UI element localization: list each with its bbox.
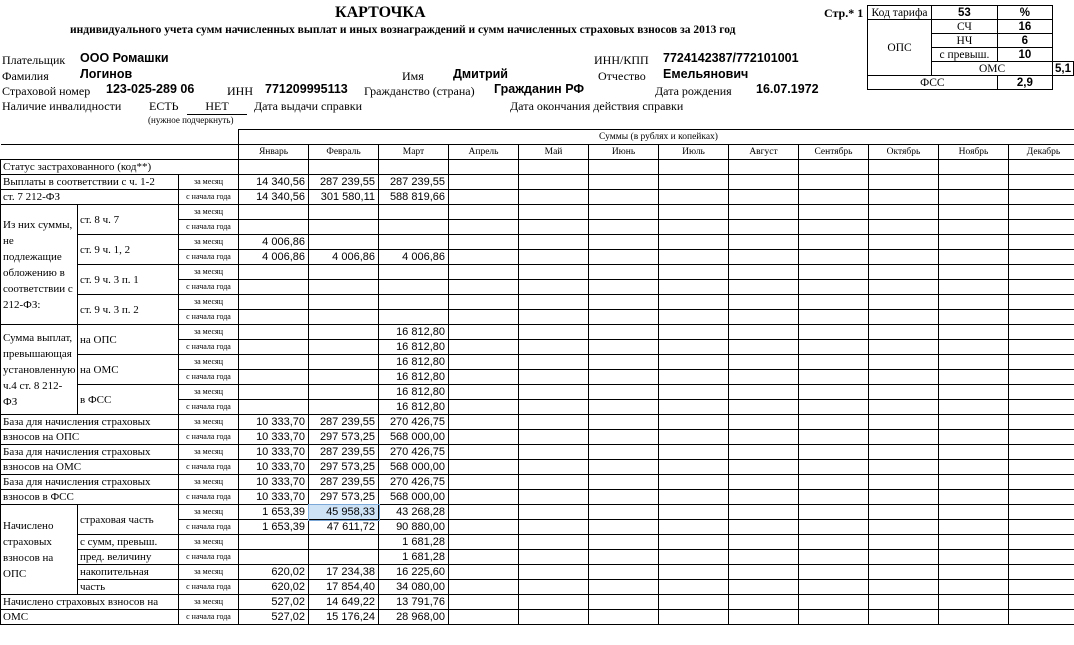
cell[interactable]: 16 812,80 — [379, 370, 449, 385]
table-row: с начала года 16 812,80 — [1, 400, 1074, 415]
page-title: КАРТОЧКА — [335, 4, 426, 21]
table-row: взносов на ОПС с начала года 10 333,70 297 573,25 568 000,00 — [1, 430, 1074, 445]
tariff-oms-label: ОМС — [932, 62, 1053, 76]
table-row: Начислено страховых взносов на ОПС страховая часть за месяц 1 653,39 45 958,33 43 268,28 — [1, 505, 1074, 520]
month-feb: Февраль — [309, 145, 379, 160]
art9-1-label: ст. 9 ч. 1, 2 — [78, 235, 179, 265]
cell[interactable]: 287 239,55 — [379, 175, 449, 190]
table-row: Сумма выплат, превышающая установленную ч.4 ст. 8 212-ФЗ на ОПС за месяц 16 812,80 — [1, 325, 1074, 340]
cell[interactable]: 16 812,80 — [379, 340, 449, 355]
table-row: Из них суммы, не подлежащие обложению в соответствии с 212-ФЗ: ст. 8 ч. 7 за месяц — [1, 205, 1074, 220]
birth-date-label: Дата рождения — [655, 84, 732, 98]
insurance-number-value[interactable]: 123-025-289 06 — [106, 82, 195, 96]
base-oms-label: База для начисления страховых — [1, 445, 179, 460]
month-oct: Октябрь — [869, 145, 939, 160]
month-dec: Декабрь — [1009, 145, 1074, 160]
funded-part-label: накопительная — [78, 565, 179, 580]
disability-label: Наличие инвалидности — [2, 99, 122, 113]
cell[interactable]: 4 006,86 — [239, 235, 309, 250]
tariff-excess-label: с превыш. — [932, 48, 998, 62]
table-row: на ОМС за месяц 16 812,80 — [1, 355, 1074, 370]
cell[interactable]: 14 340,56 — [239, 175, 309, 190]
insurance-part-label: страховая часть — [78, 505, 179, 535]
tariff-table — [867, 5, 1074, 90]
table-row: с начала года 16 812,80 — [1, 340, 1074, 355]
cell[interactable]: 4 006,86 — [379, 250, 449, 265]
sums-header: Суммы (в рублях и копейках) — [239, 130, 1074, 145]
excess-oms-label: на ОМС — [78, 355, 179, 385]
tariff-code-label: Код тарифа — [868, 6, 932, 20]
patronymic-value[interactable]: Емельянович — [663, 67, 749, 81]
table-row: взносов в ФСС с начала года 10 333,70 297 573,25 568 000,00 — [1, 490, 1074, 505]
disability-yes[interactable]: ЕСТЬ — [149, 99, 179, 113]
table-row: База для начисления страховых за месяц 10 333,70 287 239,55 270 426,75 — [1, 475, 1074, 490]
table-row: накопительная за месяц 620,02 17 234,38 16 225,60 — [1, 565, 1074, 580]
art9-3-2-label: ст. 9 ч. 3 п. 2 — [78, 295, 179, 325]
page-number: Стр.* 1 — [824, 6, 864, 20]
month-sep: Сентябрь — [799, 145, 869, 160]
cell[interactable]: 16 812,80 — [379, 325, 449, 340]
cell[interactable]: 16 812,80 — [379, 355, 449, 370]
table-row: с начала года — [1, 310, 1074, 325]
inn-kpp-label: ИНН/КПП — [594, 53, 649, 67]
month-apr: Апрель — [449, 145, 519, 160]
inn-label: ИНН — [227, 84, 253, 98]
name-label: Имя — [402, 69, 424, 83]
table-row: с начала года 1 653,39 47 611,72 90 880,00 — [1, 520, 1074, 535]
table-row: ОМС с начала года 527,02 15 176,24 28 968,00 — [1, 610, 1074, 625]
end-date-label: Дата окончания действия справки — [510, 99, 684, 113]
accrued-ops-label: Начислено страховых взносов на ОПС — [1, 505, 78, 595]
citizenship-value[interactable]: Гражданин РФ — [494, 82, 585, 96]
table-row: часть с начала года 620,02 17 854,40 34 080,00 — [1, 580, 1074, 595]
selected-cell[interactable]: 45 958,33 — [309, 505, 379, 520]
tariff-nch-label: НЧ — [932, 34, 998, 48]
excess-ops-label: на ОПС — [78, 325, 179, 355]
payments-label: Выплаты в соответствии с ч. 1-2 — [1, 175, 179, 190]
exempt-label: Из них суммы, не подлежащие обложению в соответствии с 212-ФЗ: — [1, 205, 78, 325]
patronymic-label: Отчество — [598, 69, 646, 83]
cell[interactable]: 4 006,86 — [309, 250, 379, 265]
underline-note: (нужное подчеркнуть) — [148, 115, 234, 125]
tariff-oms-value[interactable]: 5,1 — [1053, 62, 1074, 76]
insurance-number-label: Страховой номер — [2, 84, 91, 98]
base-fss-label: База для начисления страховых — [1, 475, 179, 490]
cell[interactable]: 14 340,56 — [239, 190, 309, 205]
table-row: с начала года 4 006,86 4 006,86 4 006,86 — [1, 250, 1074, 265]
tariff-code-value[interactable]: 53 — [932, 6, 998, 20]
table-row: Выплаты в соответствии с ч. 1-2 за месяц 14 340,56 287 239,55 287 239,55 — [1, 175, 1074, 190]
inn-value[interactable]: 771209995113 — [265, 82, 348, 96]
cell[interactable]: 287 239,55 — [309, 175, 379, 190]
issue-date-label: Дата выдачи справки — [254, 99, 363, 113]
name-value[interactable]: Дмитрий — [453, 67, 508, 81]
accrued-oms-label: Начислено страховых взносов на — [1, 595, 179, 610]
table-row: ст. 7 212-ФЗ с начала года 14 340,56 301 580,11 588 819,66 — [1, 190, 1074, 205]
page-subtitle: индивидуального учета сумм начисленных выплат и иных вознаграждений и сумм начисленных страховых взносов за 2013 год — [70, 24, 736, 36]
table-row: с начала года — [1, 220, 1074, 235]
month-jun: Июнь — [589, 145, 659, 160]
tariff-nch-value[interactable]: 6 — [997, 34, 1052, 48]
table-row: с начала года 16 812,80 — [1, 370, 1074, 385]
table-row: пред. величину с начала года 1 681,28 — [1, 550, 1074, 565]
excess-fss-label: в ФСС — [78, 385, 179, 415]
cell[interactable]: 588 819,66 — [379, 190, 449, 205]
tariff-fss-label: ФСС — [868, 76, 998, 90]
table-row: Начислено страховых взносов на за месяц 527,02 14 649,22 13 791,76 — [1, 595, 1074, 610]
table-row: ст. 9 ч. 1, 2 за месяц 4 006,86 — [1, 235, 1074, 250]
excess-label: Сумма выплат, превышающая установленную ч.4 ст. 8 212-ФЗ — [1, 325, 78, 415]
cell[interactable]: 16 812,80 — [379, 385, 449, 400]
table-row: с сумм, превыш. за месяц 1 681,28 — [1, 535, 1074, 550]
art9-3-1-label: ст. 9 ч. 3 п. 1 — [78, 265, 179, 295]
month-aug: Август — [729, 145, 799, 160]
cell[interactable]: 4 006,86 — [239, 250, 309, 265]
table-row: База для начисления страховых за месяц 10 333,70 287 239,55 270 426,75 — [1, 415, 1074, 430]
table-row: с начала года — [1, 280, 1074, 295]
disability-no[interactable]: НЕТ — [187, 99, 247, 115]
tariff-sch-label: СЧ — [932, 20, 998, 34]
month-jan: Январь — [239, 145, 309, 160]
month-may: Май — [519, 145, 589, 160]
month-jul: Июль — [659, 145, 729, 160]
art8-label: ст. 8 ч. 7 — [78, 205, 179, 235]
birth-date-value[interactable]: 16.07.1972 — [756, 82, 819, 96]
tariff-percent: % — [997, 6, 1052, 20]
accounting-table — [0, 129, 1074, 625]
table-row: в ФСС за месяц 16 812,80 — [1, 385, 1074, 400]
month-nov: Ноябрь — [939, 145, 1009, 160]
surname-value[interactable]: Логинов — [80, 67, 133, 81]
payer-value[interactable]: ООО Ромашки — [80, 51, 169, 65]
tariff-ops-label: ОПС — [868, 20, 932, 76]
cell[interactable]: 16 812,80 — [379, 400, 449, 415]
tariff-excess-value[interactable]: 10 — [997, 48, 1052, 62]
surname-label: Фамилия — [2, 69, 49, 83]
table-row: База для начисления страховых за месяц 10 333,70 287 239,55 270 426,75 — [1, 445, 1074, 460]
citizenship-label: Гражданство (страна) — [364, 84, 475, 98]
table-row: ст. 9 ч. 3 п. 2 за месяц — [1, 295, 1074, 310]
base-ops-label: База для начисления страховых — [1, 415, 179, 430]
tariff-fss-value[interactable]: 2,9 — [997, 76, 1052, 90]
payer-label: Плательщик — [2, 53, 66, 67]
status-label: Статус застрахованного (код**) — [1, 160, 239, 175]
table-row: взносов на ОМС с начала года 10 333,70 297 573,25 568 000,00 — [1, 460, 1074, 475]
table-row: ст. 9 ч. 3 п. 1 за месяц — [1, 265, 1074, 280]
month-mar: Март — [379, 145, 449, 160]
inn-kpp-value[interactable]: 7724142387/772101001 — [663, 51, 799, 65]
cell[interactable]: 301 580,11 — [309, 190, 379, 205]
tariff-sch-value[interactable]: 16 — [997, 20, 1052, 34]
excess-sum-label: с сумм, превыш. — [78, 535, 179, 550]
